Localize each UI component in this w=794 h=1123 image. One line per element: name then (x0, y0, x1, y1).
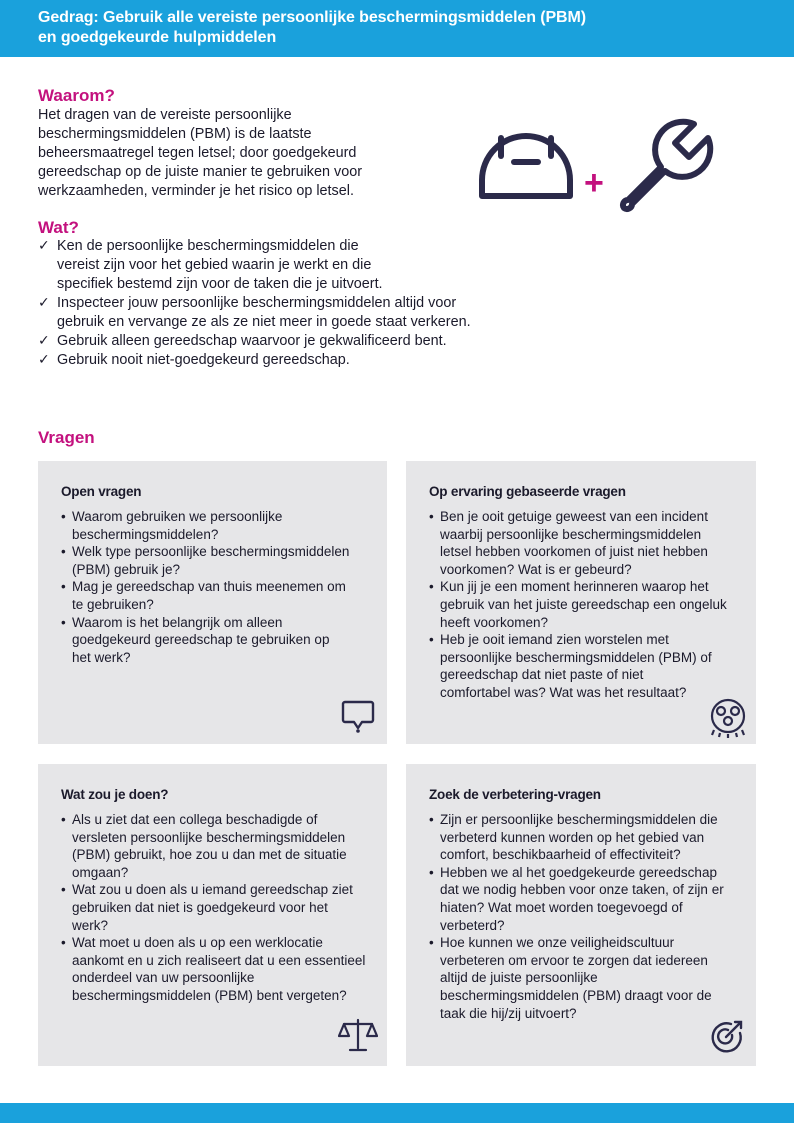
list-item: • Ben je ooit getuige geweest van een incident waarbij persoonlijke beschermingsmiddelen letsel hebben voorkomen of juist niet hebben voorkomen? Wat is er gebeurd? (429, 508, 729, 578)
scales-icon (338, 1016, 378, 1054)
list-item: • Hebben we al het goedgekeurde gereedschap dat we nodig hebben voor onze taken, of zijn er hiaten? Wat moet worden toegevoegd of verbeterd? (429, 864, 739, 934)
list-item: • Als u ziet dat een collega beschadigde of versleten persoonlijke beschermingsmiddelen (PBM) gebruikt, hoe zou u dan met de situatie omgaan? (61, 811, 351, 881)
list-item: • Hoe kunnen we onze veiligheidscultuur verbeteren om ervoor te zorgen dat iedereen altijd de juiste persoonlijke beschermingsmiddelen (PBM) draagt voor de taak die hij/zij uitvoert? (429, 934, 739, 1022)
list-item: • Mag je gereedschap van thuis meenemen om te gebruiken? (61, 578, 351, 613)
wrench-icon (623, 122, 710, 209)
experience-questions-card (406, 461, 756, 744)
hero-illustration (470, 112, 720, 222)
card-title: Open vragen (61, 484, 142, 499)
card-list (61, 508, 351, 666)
list-item: • Zijn er persoonlijke beschermingsmiddelen die verbeterd kunnen worden op het gebied van comfort, beschikbaarheid of effectiviteit? (429, 811, 719, 864)
what-item: ✓ Ken de persoonlijke beschermingsmiddelen die vereist zijn voor het gebied waarin je werkt en die specifiek bestemd zijn voor de taken die je uitvoert. (38, 237, 398, 294)
group-globe-icon (706, 694, 750, 738)
card-list (429, 508, 729, 702)
list-item: • Heb je ooit iemand zien worstelen met persoonlijke beschermingsmiddelen (PBM) of gereedschap dat niet paste of niet comfortabel was? Wat was het resultaat? (429, 631, 714, 701)
what-checklist (38, 237, 498, 370)
card-title: Wat zou je doen? (61, 787, 169, 802)
questions-heading: Vragen (38, 428, 95, 447)
why-text: Het dragen van de vereiste persoonlijke beschermingsmiddelen (PBM) is de laatste beheersmaatregel tegen letsel; door goedgekeurd gereedschap op de juiste manier te gebruiken voor werkzaamheden, verminder je het risico op letsel. (38, 107, 362, 199)
list-item: • Kun jij je een moment herinneren waarop het gebruik van het juiste gereedschap een ongeluk heeft voorkomen? (429, 578, 729, 631)
what-would-you-do-card (38, 764, 387, 1066)
list-item: • Waarom is het belangrijk om alleen goedgekeurd gereedschap te gebruiken op het werk? (61, 614, 351, 667)
header-bar (0, 0, 794, 57)
why-heading: Waarom? (38, 86, 115, 105)
target-icon (708, 1018, 746, 1056)
card-list (429, 811, 739, 1022)
card-title: Zoek de verbetering-vragen (429, 787, 601, 802)
list-item: • Wat moet u doen als u op een werklocatie aankomt en u zich realiseert dat u een essentieel onderdeel van uw persoonlijke beschermingsmiddelen (PBM) bent vergeten? (61, 934, 366, 1004)
list-item: • Welk type persoonlijke beschermingsmiddelen (PBM) gebruik je? (61, 543, 351, 578)
page-title-line-2: en goedgekeurde hulpmiddelen (38, 29, 277, 46)
page-title-line-1: Gedrag: Gebruik alle vereiste persoonlijke beschermingsmiddelen (PBM) (38, 9, 586, 26)
speech-bubble-icon (340, 698, 376, 734)
plus-sign: + (584, 164, 604, 202)
card-title: Op ervaring gebaseerde vragen (429, 484, 626, 499)
card-list (61, 811, 366, 1005)
open-questions-card (38, 461, 387, 744)
what-heading: Wat? (38, 218, 79, 237)
list-item: • Waarom gebruiken we persoonlijke beschermingsmiddelen? (61, 508, 351, 543)
improvement-questions-card (406, 764, 756, 1066)
what-item: ✓ Inspecteer jouw persoonlijke beschermingsmiddelen altijd voor gebruik en vervange ze als ze niet meer in goede staat verkeren. (38, 294, 478, 332)
what-item: ✓ Gebruik nooit niet-goedgekeurd gereedschap. (38, 351, 498, 370)
what-item: ✓ Gebruik alleen gereedschap waarvoor je gekwalificeerd bent. (38, 332, 498, 351)
footer-bar (0, 1103, 794, 1123)
list-item: • Wat zou u doen als u iemand gereedschap ziet gebruiken dat niet is goedgekeurd voor het werk? (61, 881, 366, 934)
hard-hat-icon (482, 136, 570, 196)
